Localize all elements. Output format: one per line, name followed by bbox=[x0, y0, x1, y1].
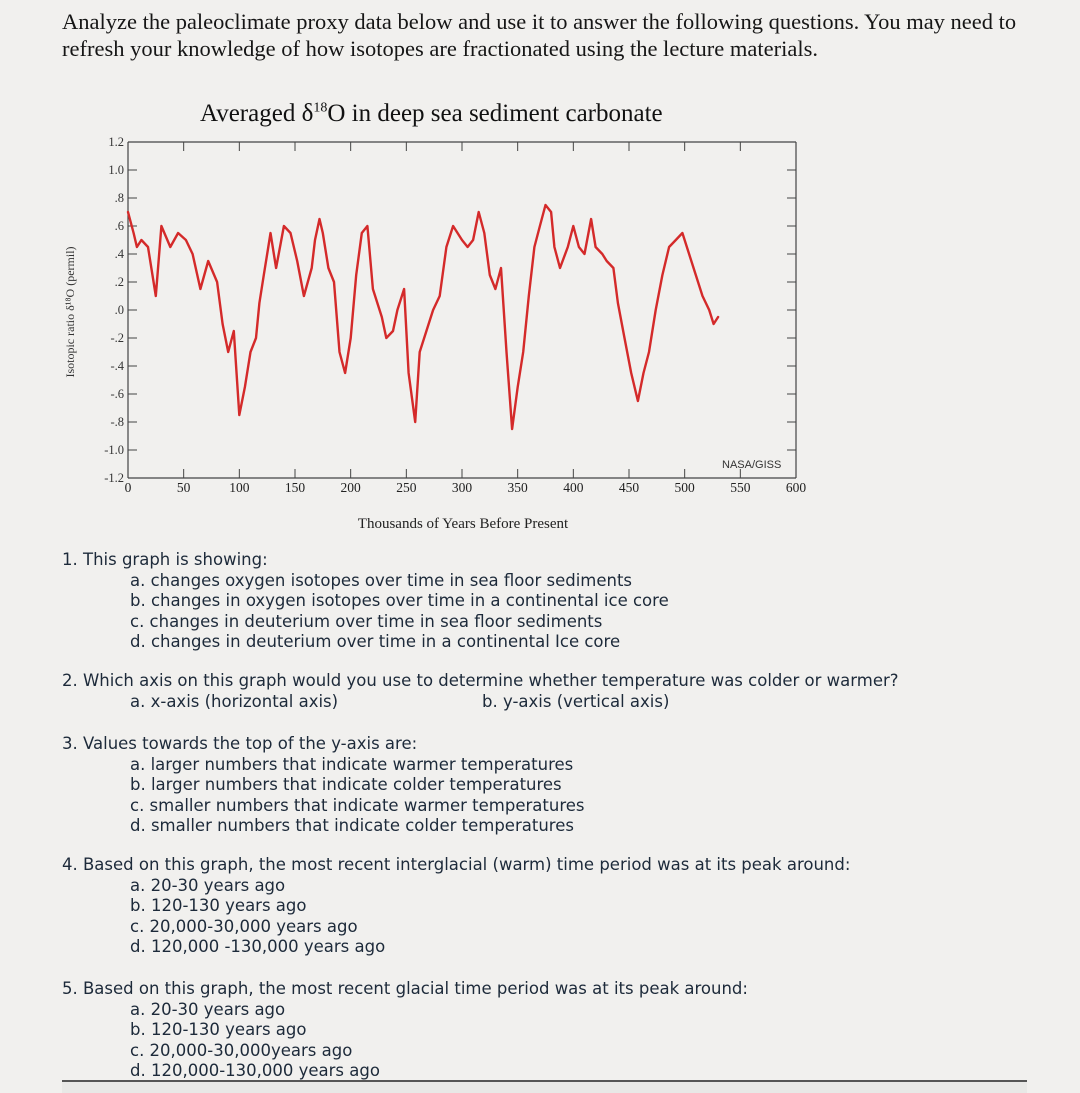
question-5 bbox=[62, 979, 748, 1082]
answer-option[interactable]: b. changes in oxygen isotopes over time in a continental ice core bbox=[130, 591, 669, 610]
x-tick-label: 50 bbox=[176, 480, 191, 495]
answer-option[interactable]: b. 120-130 years ago bbox=[130, 1020, 307, 1039]
answer-option[interactable]: d. changes in deuterium over time in a continental Ice core bbox=[130, 632, 621, 651]
y-tick-label: 1.2 bbox=[108, 135, 124, 149]
x-axis-label: Thousands of Years Before Present bbox=[357, 516, 569, 532]
y-tick-label: -.6 bbox=[110, 387, 124, 401]
y-tick-label: .0 bbox=[114, 303, 124, 317]
answer-option[interactable]: b. y-axis (vertical axis) bbox=[482, 691, 670, 711]
y-axis-label: Isotopic ratio δ¹⁸O (permil) bbox=[63, 246, 77, 378]
answer-option[interactable]: c. 20,000-30,000 years ago bbox=[130, 916, 358, 936]
question-stem: 2. Which axis on this graph would you use to determine whether temperature was colder or warmer? bbox=[62, 671, 899, 690]
series-layer bbox=[128, 205, 718, 429]
question-stem: 1. This graph is showing: bbox=[62, 550, 268, 569]
y-tick-label: -.4 bbox=[110, 359, 124, 373]
x-tick-label: 350 bbox=[507, 480, 528, 495]
y-tick-label: -1.0 bbox=[104, 443, 124, 457]
answer-option[interactable]: a. changes oxygen isotopes over time in sea floor sediments bbox=[130, 570, 633, 590]
chart-frame bbox=[128, 142, 796, 478]
answer-option[interactable]: a. x-axis (horizontal axis) bbox=[130, 691, 339, 711]
y-tick-label: .4 bbox=[114, 247, 124, 261]
y-axis-ticks bbox=[104, 135, 796, 485]
x-tick-label: 300 bbox=[451, 480, 473, 495]
question-1 bbox=[62, 550, 669, 653]
question-2 bbox=[62, 671, 899, 712]
x-tick-label: 550 bbox=[730, 480, 751, 495]
x-tick-label: 200 bbox=[340, 480, 361, 495]
chart-title-suffix: O in deep sea sediment carbonate bbox=[327, 100, 663, 127]
answer-option[interactable]: a. larger numbers that indicate warmer temperatures bbox=[130, 754, 574, 774]
chart-credit: NASA/GISS bbox=[722, 459, 782, 471]
x-tick-label: 450 bbox=[618, 480, 640, 495]
answer-option[interactable]: c. smaller numbers that indicate warmer temperatures bbox=[130, 795, 585, 815]
series-line bbox=[128, 205, 718, 429]
y-tick-label: 1.0 bbox=[108, 163, 124, 177]
answer-option[interactable]: b. larger numbers that indicate colder temperatures bbox=[130, 775, 562, 794]
question-stem: 5. Based on this graph, the most recent glacial time period was at its peak around: bbox=[62, 979, 748, 998]
x-tick-label: 250 bbox=[396, 480, 417, 495]
answer-option[interactable]: a. 20-30 years ago bbox=[130, 999, 286, 1019]
y-tick-label: -.2 bbox=[110, 331, 124, 345]
isotope-chart bbox=[0, 0, 1080, 545]
x-tick-label: 0 bbox=[124, 480, 132, 495]
question-stem: 4. Based on this graph, the most recent interglacial (warm) time period was at its peak around: bbox=[62, 855, 851, 874]
answer-option-row bbox=[62, 692, 899, 713]
x-tick-label: 150 bbox=[284, 480, 306, 495]
answer-option[interactable]: b. 120-130 years ago bbox=[130, 896, 307, 915]
y-tick-label: -.8 bbox=[110, 415, 124, 429]
answer-option[interactable]: d. 120,000-130,000 years ago bbox=[130, 1061, 380, 1080]
question-3 bbox=[62, 734, 585, 837]
y-tick-label: .8 bbox=[114, 191, 124, 205]
x-tick-label: 600 bbox=[785, 480, 807, 495]
x-axis-ticks bbox=[125, 142, 807, 495]
answer-option[interactable]: c. changes in deuterium over time in sea floor sediments bbox=[130, 611, 603, 631]
question-stem: 3. Values towards the top of the y-axis are: bbox=[62, 734, 418, 753]
intro-paragraph: Analyze the paleoclimate proxy data below and use it to answer the following questions. You may need to refresh your knowledge of how isotopes are fractionated using the lecture materials. bbox=[62, 9, 1017, 61]
x-tick-label: 100 bbox=[229, 480, 250, 495]
y-tick-label: -1.2 bbox=[104, 471, 124, 485]
answer-option[interactable]: d. smaller numbers that indicate colder temperatures bbox=[130, 816, 574, 835]
y-tick-label: .2 bbox=[114, 275, 124, 289]
answer-option[interactable]: a. 20-30 years ago bbox=[130, 875, 286, 895]
chart-title-prefix: Averaged δ bbox=[200, 100, 314, 127]
x-tick-label: 400 bbox=[563, 480, 584, 495]
chart-title-sup: 18 bbox=[313, 100, 328, 116]
y-tick-label: .6 bbox=[114, 219, 124, 233]
bottom-rubric-edge bbox=[62, 1080, 1027, 1093]
answer-option[interactable]: d. 120,000 -130,000 years ago bbox=[130, 937, 386, 956]
question-4 bbox=[62, 855, 850, 958]
x-tick-label: 500 bbox=[674, 480, 695, 495]
answer-option[interactable]: c. 20,000-30,000years ago bbox=[130, 1040, 353, 1060]
